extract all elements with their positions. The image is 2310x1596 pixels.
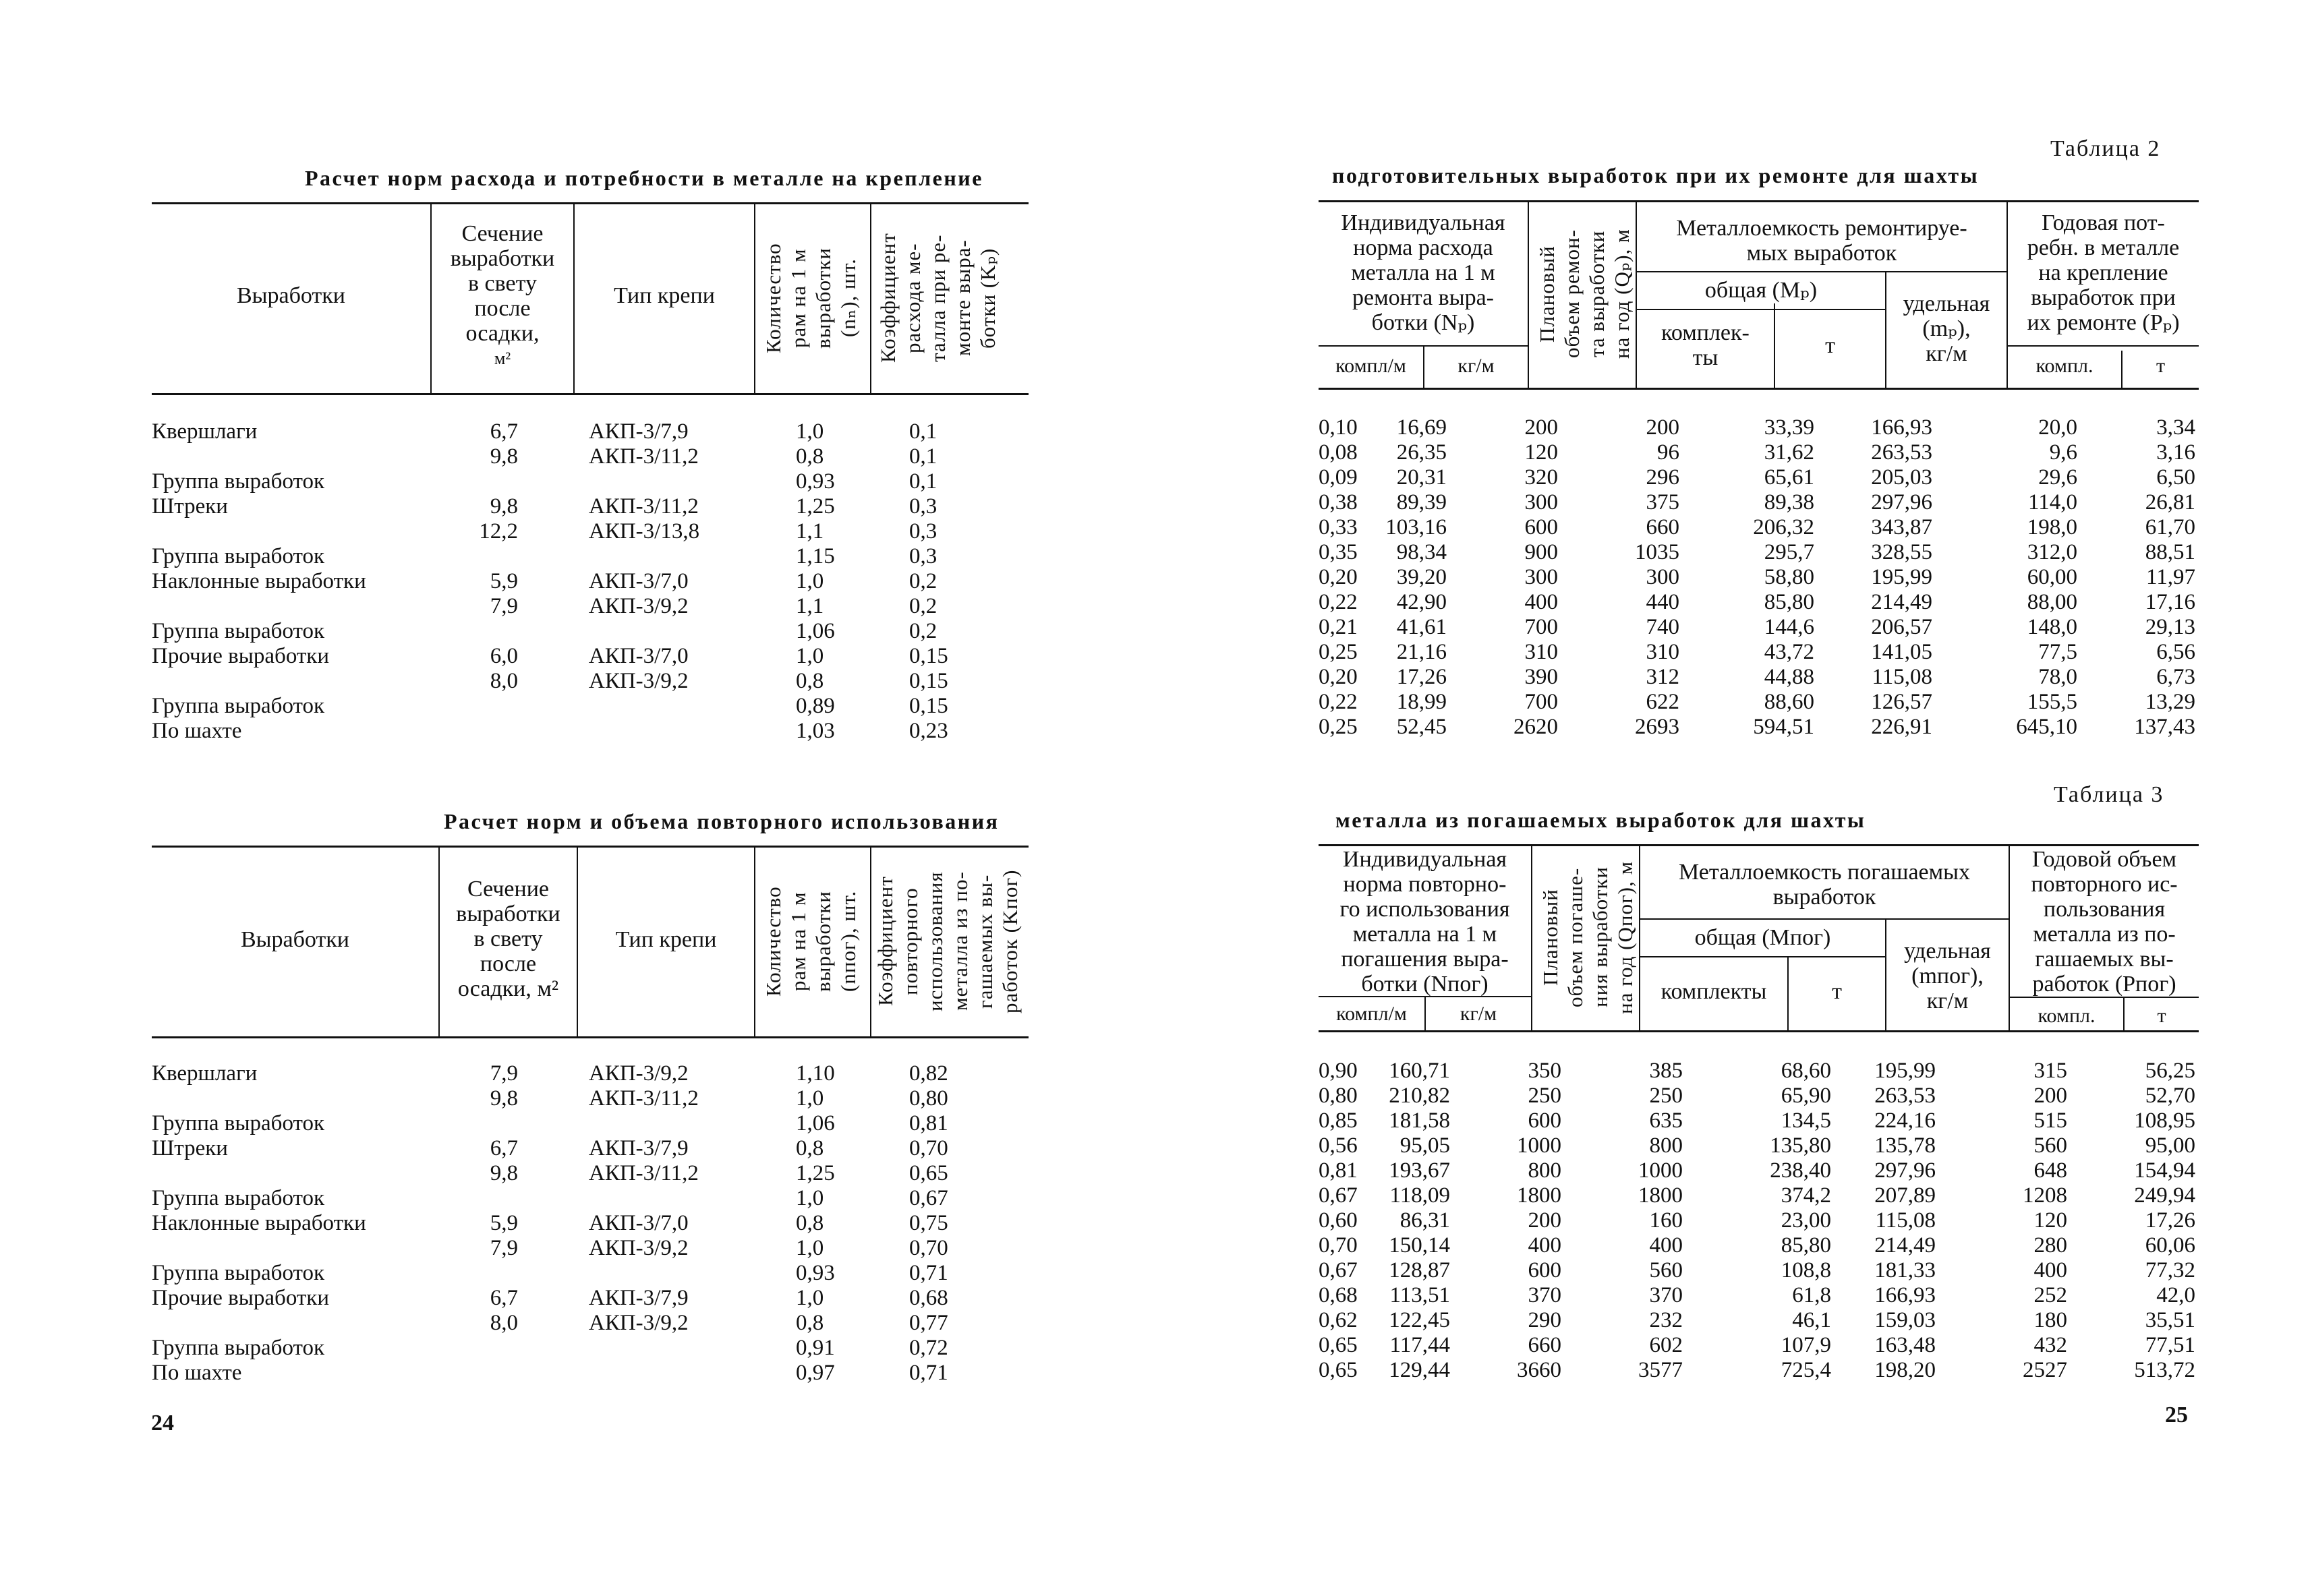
table-row: 0,25 21,16 310 310 43,72 141,05 77,5 6,56 — [1319, 640, 2195, 664]
table3-header-planned-volume: Плановый объем погаше- ния выработки на год (Qпог), м — [1538, 860, 1637, 1014]
table3-header-vol-t: т — [2157, 1005, 2166, 1027]
table-row: По шахте 1,03 0,23 — [152, 719, 948, 743]
table2-header-need-t: т — [2156, 355, 2166, 377]
table2-header-specific: удельная (mₚ), кг/м — [1903, 291, 1990, 366]
table-row: 0,08 26,35 120 96 31,62 263,53 9,6 3,16 — [1319, 440, 2195, 465]
table-row: 0,67 128,87 600 560 108,8 181,33 400 77,32 — [1319, 1258, 2195, 1282]
table-reuse-header-section: Сечение выработки в свету после осадки, м² — [456, 877, 560, 1001]
table-row: 0,70 150,14 400 400 85,80 214,49 280 60,06 — [1319, 1233, 2195, 1258]
table-row: Наклонные выработки 5,9 АКП-3/7,0 0,8 0,75 — [152, 1211, 948, 1235]
table-row: 12,2 АКП-3/13,8 1,1 0,3 — [479, 519, 937, 543]
table-row: Штреки 9,8 АКП-3/11,2 1,25 0,3 — [152, 494, 937, 519]
table-row: 0,09 20,31 320 296 65,61 205,03 29,6 6,50 — [1319, 465, 2195, 490]
table-row: 0,68 113,51 370 370 61,8 166,93 252 42,0 — [1319, 1283, 2195, 1307]
table3-header-norm-kg: кг/м — [1460, 1003, 1497, 1025]
table-reuse-header-rule — [152, 1036, 1029, 1038]
table-row: 0,21 41,61 700 740 144,6 206,57 148,0 29,13 — [1319, 615, 2195, 639]
table3-header-specific: удельная (mпог), кг/м — [1904, 939, 1991, 1013]
table3-header-t: т — [1832, 979, 1842, 1004]
table2-header-metal-capacity: Металлоемкость ремонтируе- мых выработок — [1676, 216, 1967, 266]
table-row: 9,8 АКП-3/11,2 0,8 0,1 — [490, 444, 937, 469]
table1-title: Расчет норм расхода и потребности в металле на крепление — [305, 166, 983, 190]
table-row: 7,9 АКП-3/9,2 1,0 0,70 — [490, 1236, 948, 1260]
table1-header-coef: Коэффициент расхода ме- талла при ре- монте выра- ботки (Kₚ) — [876, 233, 1000, 363]
table-row: Наклонные выработки 5,9 АКП-3/7,0 1,0 0,2 — [152, 569, 937, 593]
table2-header-rule — [1319, 388, 2199, 390]
table-row: 0,10 16,69 200 200 33,39 166,93 20,0 3,34 — [1319, 415, 2195, 440]
table-row: Группа выработок 0,89 0,15 — [152, 694, 948, 718]
table-row: 0,38 89,39 300 375 89,38 297,96 114,0 26,81 — [1319, 490, 2195, 514]
table-row: 0,60 86,31 200 160 23,00 115,08 120 17,26 — [1319, 1208, 2195, 1233]
table-row: Прочие выработки 6,0 АКП-3/7,0 1,0 0,15 — [152, 644, 948, 668]
page-number-left: 24 — [151, 1411, 174, 1436]
table-row: 0,56 95,05 1000 800 135,80 135,78 560 95,00 — [1319, 1133, 2195, 1158]
table-row: 0,81 193,67 800 1000 238,40 297,96 648 154,94 — [1319, 1158, 2195, 1183]
table-row: Группа выработок 1,0 0,67 — [152, 1186, 948, 1210]
table3-header-metal-capacity: Металлоемкость погашаемых выработок — [1678, 860, 1971, 910]
table2-header-planned-volume: Плановый объем ремон- та выработки на год (Qₚ), м — [1535, 229, 1634, 359]
table3-header-norm-kompl: компл/м — [1336, 1003, 1407, 1025]
table-row: Штреки 6,7 АКП-3/7,9 0,8 0,70 — [152, 1136, 948, 1160]
table-reuse-header-workings: Выработки — [240, 927, 350, 952]
table-row: 0,33 103,16 600 660 206,32 343,87 198,0 61,70 — [1319, 515, 2195, 539]
table-reuse-header-support-type: Тип крепи — [615, 927, 717, 952]
table-row: Группа выработок 1,06 0,81 — [152, 1111, 948, 1135]
table1-top-rule — [152, 202, 1029, 204]
table1-header-workings: Выработки — [236, 283, 346, 308]
table3-label: Таблица 3 — [2054, 782, 2164, 807]
table-row: Группа выработок 0,93 0,71 — [152, 1261, 948, 1285]
table-reuse-header-coef: Коэффициент повторного использования металла из по- гашаемых вы- работок (Kпог) — [873, 869, 1022, 1013]
table3-top-rule — [1319, 844, 2199, 846]
table1-header-support-type: Тип крепи — [614, 283, 715, 308]
table2-header-norm-kompl: компл/м — [1335, 355, 1406, 377]
table3-title: металла из погашаемых выработок для шахты — [1335, 808, 1866, 832]
table2-header-total: общая (Мₚ) — [1704, 278, 1818, 303]
table-row: 0,67 118,09 1800 1800 374,2 207,89 1208 249,94 — [1319, 1183, 2195, 1208]
table3-header-sets: комплекты — [1661, 979, 1767, 1004]
table-row: 0,20 39,20 300 300 58,80 195,99 60,00 11,97 — [1319, 565, 2195, 589]
table-row: Группа выработок 0,91 0,72 — [152, 1336, 948, 1360]
table-reuse-top-rule — [152, 846, 1029, 848]
table-row: Группа выработок 1,06 0,2 — [152, 619, 937, 643]
table-row: 0,62 122,45 290 232 46,1 159,03 180 35,51 — [1319, 1308, 2195, 1332]
table2-header-annual-need: Годовая пот- ребн. в металле на крепление выработок при их ремонте (Pₚ) — [2027, 210, 2180, 335]
table-row: 0,20 17,26 390 312 44,88 115,08 78,0 6,73 — [1319, 665, 2195, 689]
table-row: 0,35 98,34 900 1035 295,7 328,55 312,0 88,51 — [1319, 540, 2195, 564]
table-row: Группа выработок 1,15 0,3 — [152, 544, 937, 568]
table-row: 0,65 129,44 3660 3577 725,4 198,20 2527 513,72 — [1319, 1358, 2195, 1382]
table2-header-sets: комплек- ты — [1661, 320, 1750, 370]
table-row: 0,85 181,58 600 635 134,5 224,16 515 108,95 — [1319, 1109, 2195, 1133]
table-row: Квершлаги 6,7 АКП-3/7,9 1,0 0,1 — [152, 419, 937, 444]
table-row: 0,65 117,44 660 602 107,9 163,48 432 77,51 — [1319, 1333, 2195, 1357]
table1-header-section: Сечение выработки в свету после осадки, м² — [450, 221, 555, 368]
table2-label: Таблица 2 — [2050, 136, 2161, 161]
table-row: 0,80 210,82 250 250 65,90 263,53 200 52,70 — [1319, 1084, 2195, 1108]
table-reuse-header-frames: Количество рам на 1 м выработки (nпог), шт. — [761, 886, 860, 997]
table-row: По шахте 0,97 0,71 — [152, 1361, 948, 1385]
page-number-right: 25 — [2165, 1402, 2188, 1427]
table-row: Прочие выработки 6,7 АКП-3/7,9 1,0 0,68 — [152, 1286, 948, 1310]
table2-top-rule — [1319, 200, 2199, 202]
table-row: Группа выработок 0,93 0,1 — [152, 469, 937, 494]
table3-header-norm: Индивидуальная норма повторно- го использования металла на 1 м погашения выра- ботки (Nпог) — [1339, 847, 1510, 997]
table1-header-frames: Количество рам на 1 м выработки (nₙ), шт. — [761, 243, 860, 353]
table3-header-rule — [1319, 1030, 2199, 1032]
table-row: 0,22 18,99 700 622 88,60 126,57 155,5 13,29 — [1319, 690, 2195, 714]
table-row: 0,90 160,71 350 385 68,60 195,99 315 56,25 — [1319, 1059, 2195, 1083]
table-row: 9,8 АКП-3/11,2 1,0 0,80 — [490, 1086, 948, 1111]
table2-header-need-kompl: компл. — [2035, 355, 2094, 377]
table2-header-norm: Индивидуальная норма расхода металла на 1 м ремонта выра- ботки (Nₚ) — [1341, 210, 1505, 335]
table2-header-norm-kg: кг/м — [1457, 355, 1495, 377]
table-reuse-title: Расчет норм и объема повторного использования — [444, 809, 1000, 833]
table1-header-rule — [152, 393, 1029, 395]
table2-title: подготовительных выработок при их ремонте для шахты — [1332, 163, 1980, 187]
table-row: 9,8 АКП-3/11,2 1,25 0,65 — [490, 1161, 948, 1185]
table-row: 0,25 52,45 2620 2693 594,51 226,91 645,10 137,43 — [1319, 715, 2195, 739]
table-row: 8,0 АКП-3/9,2 0,8 0,15 — [490, 669, 948, 693]
table2-header-t: т — [1825, 333, 1835, 358]
table-row: 0,22 42,90 400 440 85,80 214,49 88,00 17,16 — [1319, 590, 2195, 614]
table-row: 7,9 АКП-3/9,2 1,1 0,2 — [490, 594, 937, 618]
table3-header-vol-kompl: компл. — [2038, 1005, 2096, 1027]
table3-header-total: общая (Мпог) — [1694, 925, 1831, 950]
table-row: 8,0 АКП-3/9,2 0,8 0,77 — [490, 1311, 948, 1335]
table3-header-annual-volume: Годовой объем повторного ис- пользования металла из по- гашаемых вы- работок (Pпог) — [2031, 847, 2178, 997]
table-row: Квершлаги 7,9 АКП-3/9,2 1,10 0,82 — [152, 1061, 948, 1086]
